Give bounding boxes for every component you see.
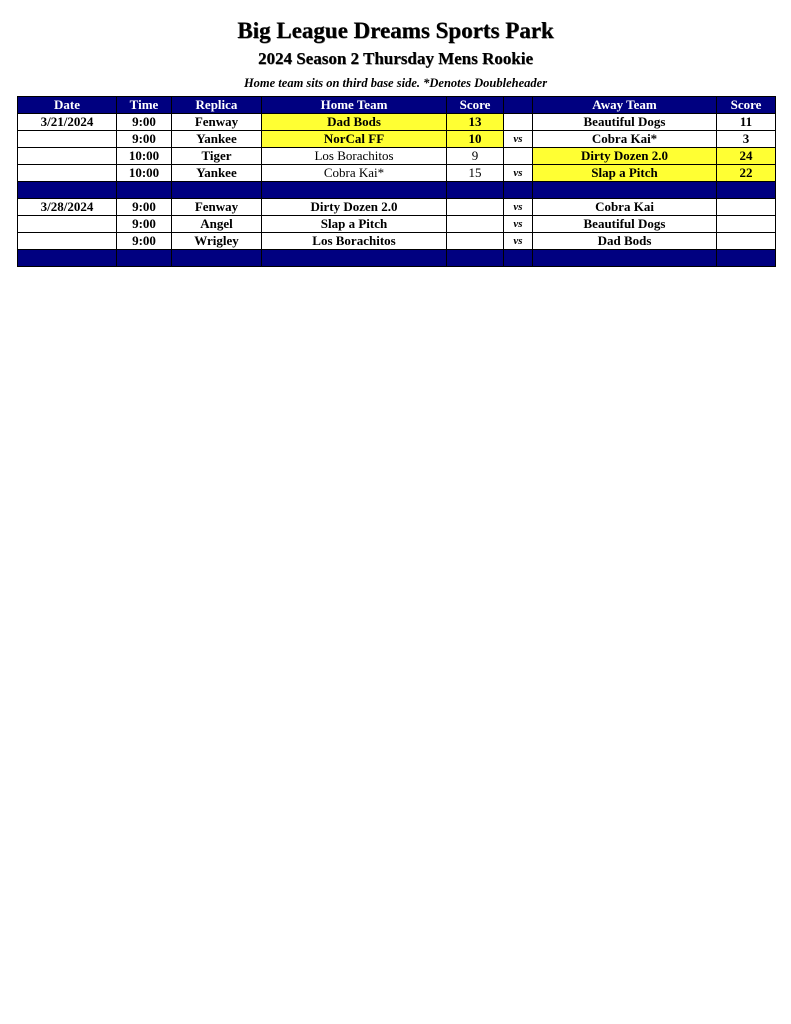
week-separator-row xyxy=(18,250,776,267)
away-score xyxy=(717,216,776,233)
game-replica: Fenway xyxy=(172,199,262,216)
away-team: Dirty Dozen 2.0 xyxy=(533,148,717,165)
game-date: 3/21/2024 xyxy=(18,114,117,131)
game-replica: Angel xyxy=(172,216,262,233)
game-time: 10:00 xyxy=(117,165,172,182)
home-team: Los Borachitos xyxy=(262,148,447,165)
home-team: Slap a Pitch xyxy=(262,216,447,233)
table-row xyxy=(18,148,776,165)
col-header-home-team: Home Team xyxy=(262,97,447,114)
vs-label: vs xyxy=(504,131,533,148)
away-team: Beautiful Dogs xyxy=(533,114,717,131)
home-team: Cobra Kai* xyxy=(262,165,447,182)
away-score: 3 xyxy=(717,131,776,148)
home-team: Los Borachitos xyxy=(262,233,447,250)
vs-label: vs xyxy=(504,199,533,216)
vs-label xyxy=(504,114,533,131)
table-row xyxy=(18,165,776,182)
table-row xyxy=(18,233,776,250)
vs-label: vs xyxy=(504,165,533,182)
schedule-table xyxy=(17,96,776,267)
table-row xyxy=(18,199,776,216)
week-separator-row xyxy=(18,182,776,199)
game-date: 3/28/2024 xyxy=(18,199,117,216)
game-replica: Yankee xyxy=(172,165,262,182)
table-header-row xyxy=(18,97,776,114)
away-team: Cobra Kai* xyxy=(533,131,717,148)
game-date xyxy=(18,216,117,233)
home-score: 13 xyxy=(447,114,504,131)
home-team: Dad Bods xyxy=(262,114,447,131)
game-time: 9:00 xyxy=(117,131,172,148)
home-score: 9 xyxy=(447,148,504,165)
away-score: 22 xyxy=(717,165,776,182)
game-date xyxy=(18,131,117,148)
schedule-note: Home team sits on third base side. *Denotes Doubleheader xyxy=(243,76,548,90)
page-subtitle: 2024 Season 2 Thursday Mens Rookie xyxy=(257,49,534,68)
vs-label: vs xyxy=(504,233,533,250)
game-time: 9:00 xyxy=(117,233,172,250)
home-team: Dirty Dozen 2.0 xyxy=(262,199,447,216)
game-replica: Fenway xyxy=(172,114,262,131)
home-score xyxy=(447,216,504,233)
game-time: 9:00 xyxy=(117,114,172,131)
home-score xyxy=(447,199,504,216)
game-time: 9:00 xyxy=(117,199,172,216)
col-header-home-score: Score xyxy=(447,97,504,114)
page-title: Big League Dreams Sports Park xyxy=(237,18,554,43)
game-date xyxy=(18,233,117,250)
col-header-away-team: Away Team xyxy=(533,97,717,114)
game-date xyxy=(18,165,117,182)
col-header-vs xyxy=(504,97,533,114)
table-row xyxy=(18,131,776,148)
home-score: 15 xyxy=(447,165,504,182)
game-replica: Wrigley xyxy=(172,233,262,250)
vs-label xyxy=(504,148,533,165)
away-score: 11 xyxy=(717,114,776,131)
game-time: 10:00 xyxy=(117,148,172,165)
away-team: Dad Bods xyxy=(533,233,717,250)
away-team: Beautiful Dogs xyxy=(533,216,717,233)
table-row xyxy=(18,216,776,233)
table-row xyxy=(18,114,776,131)
away-score xyxy=(717,199,776,216)
away-score xyxy=(717,233,776,250)
home-team: NorCal FF xyxy=(262,131,447,148)
col-header-replica: Replica xyxy=(172,97,262,114)
game-date xyxy=(18,148,117,165)
home-score: 10 xyxy=(447,131,504,148)
away-score: 24 xyxy=(717,148,776,165)
game-replica: Yankee xyxy=(172,131,262,148)
home-score xyxy=(447,233,504,250)
away-team: Cobra Kai xyxy=(533,199,717,216)
col-header-away-score: Score xyxy=(717,97,776,114)
game-time: 9:00 xyxy=(117,216,172,233)
col-header-date: Date xyxy=(18,97,117,114)
vs-label: vs xyxy=(504,216,533,233)
away-team: Slap a Pitch xyxy=(533,165,717,182)
game-replica: Tiger xyxy=(172,148,262,165)
col-header-time: Time xyxy=(117,97,172,114)
